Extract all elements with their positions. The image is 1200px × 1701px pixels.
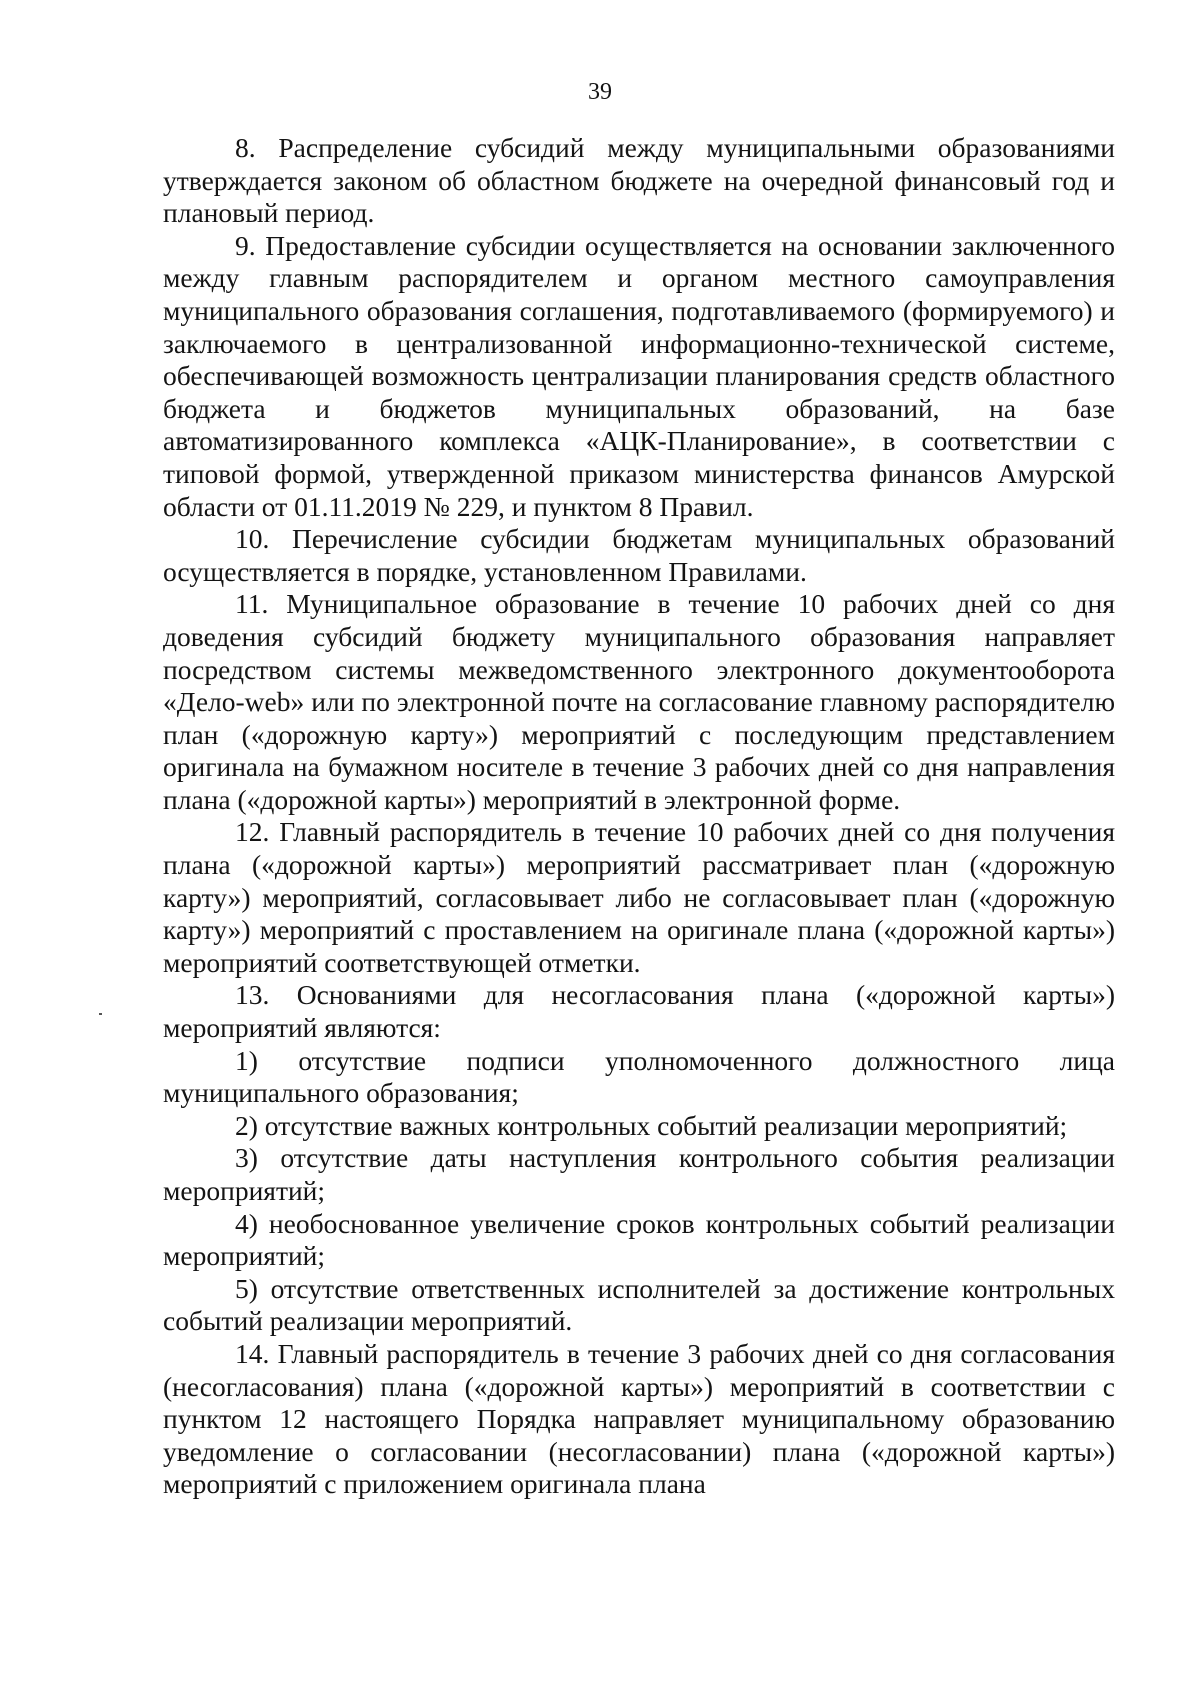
- scan-speck: [99, 1013, 102, 1015]
- paragraph-10: 10. Перечисление субсидии бюджетам муниципальных образований осуществляется в порядке, установленном Правилами.: [163, 523, 1115, 587]
- paragraph-11: 11. Муниципальное образование в течение 10 рабочих дней со дня доведения субсидий бюджету муниципального образования направляет посредством системы межведомственного электронного документооборота «Дело-web» или по электронной почте на согласование главному распорядителю план («дорожную карту») мероприятий с последующим представлением оригинала на бумажном носителе в течение 3 рабочих дней со дня направления плана («дорожной карты») мероприятий в электронной форме.: [163, 588, 1115, 815]
- page-number: 39: [588, 79, 612, 105]
- list-item-1: 1) отсутствие подписи уполномоченного должностного лица муниципального образования;: [163, 1044, 1115, 1109]
- paragraph-9: 9. Предоставление субсидии осуществляется на основании заключенного между главным распорядителем и органом местного самоуправления муниципального образования соглашения, подготавливаемого (формируемого) и заключаемого в централизованной информационно-технической системе, обеспечивающей возможность централизации планирования средств областного бюджета и бюджетов муниципальных образований, на базе автоматизированного комплекса «АЦК-Планирование», в соответствии с типовой формой, утвержденной приказом министерства финансов Амурской области от 01.11.2019 № 229, и пунктом 8 Правил.: [163, 229, 1115, 522]
- list-item-4: 4) необоснованное увеличение сроков контрольных событий реализации мероприятий;: [163, 1207, 1115, 1272]
- document-body: [163, 132, 1115, 1501]
- paragraph-14: 14. Главный распорядитель в течение 3 рабочих дней со дня согласования (несогласования) плана («дорожной карты») мероприятий в соответствии с пунктом 12 настоящего Порядка направляет муниципальному образованию уведомление о согласовании (несогласовании) плана («дорожной карты») мероприятий с приложением оригинала плана: [163, 1337, 1115, 1500]
- list-item-3: 3) отсутствие даты наступления контрольного события реализации мероприятий;: [163, 1142, 1115, 1206]
- list-item-5: 5) отсутствие ответственных исполнителей за достижение контрольных событий реализации мероприятий.: [163, 1272, 1115, 1337]
- paragraph-12: 12. Главный распорядитель в течение 10 рабочих дней со дня получения плана («дорожной карты») мероприятий рассматривает план («дорожную карту») мероприятий, согласовывает либо не согласовывает план («дорожную карту») мероприятий с проставлением на оригинале плана («дорожной карты») мероприятий соответствующей отметки.: [163, 816, 1115, 978]
- paragraph-8: 8. Распределение субсидий между муниципальными образованиями утверждается законом об областном бюджете на очередной финансовый год и плановый период.: [163, 132, 1115, 229]
- paragraph-13: 13. Основаниями для несогласования плана («дорожной карты») мероприятий являются:: [163, 979, 1115, 1044]
- list-item-2: 2) отсутствие важных контрольных событий реализации мероприятий;: [235, 1109, 1068, 1141]
